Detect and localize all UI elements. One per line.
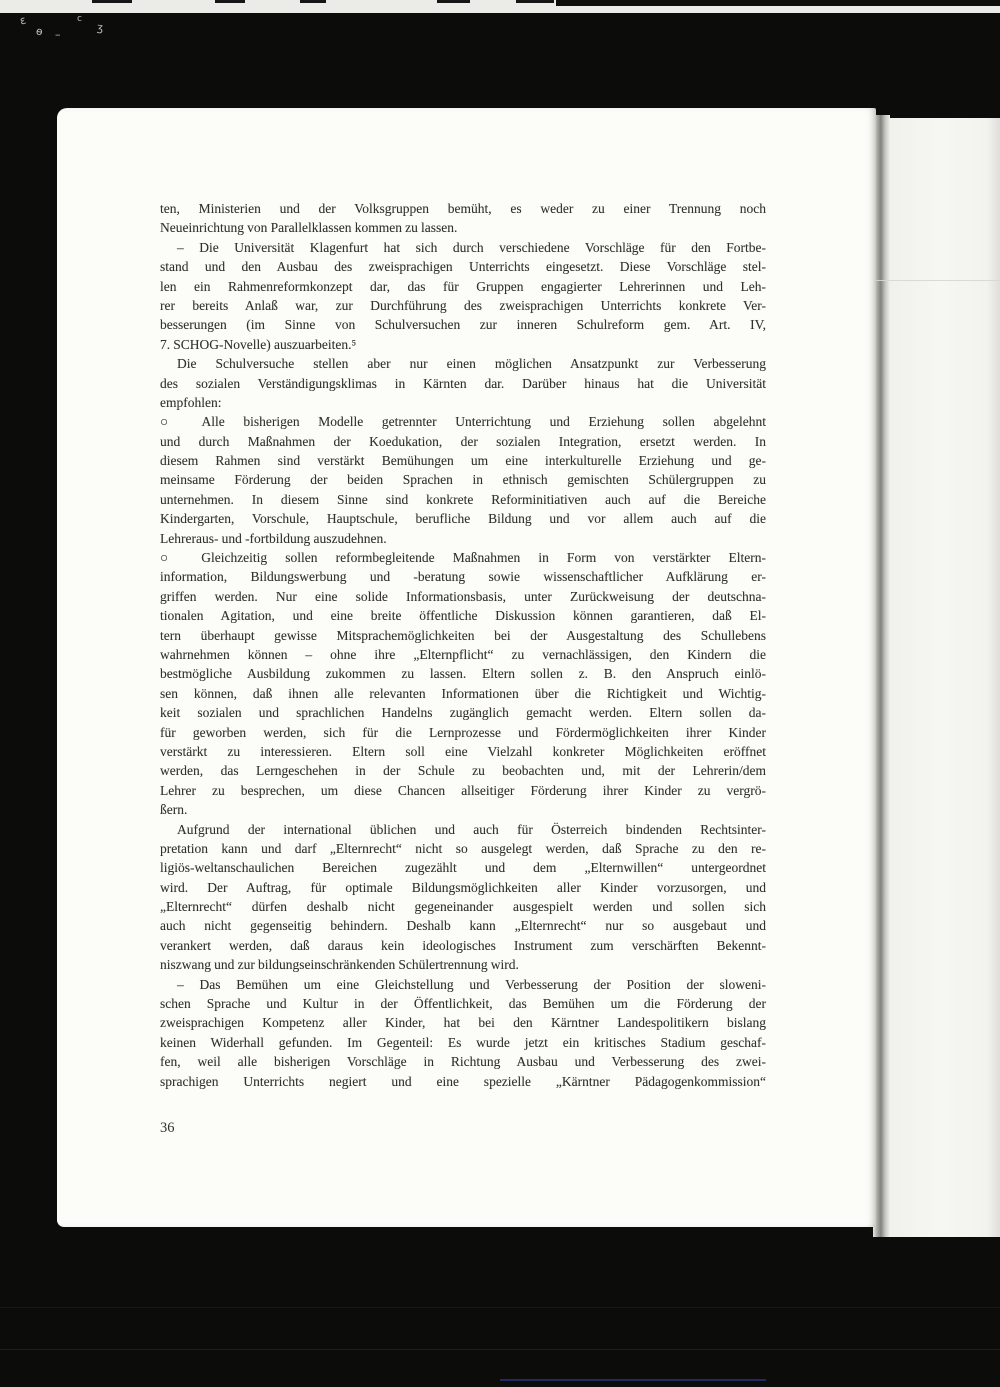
paragraph-body	[160, 820, 766, 975]
handwriting-mark: c	[77, 14, 82, 24]
text-line: Aufgrund der international üblichen und auch für Österreich bindenden Rechtsinter-	[177, 821, 766, 837]
text-line: Lehreraus- und -fortbildung auszudehnen.	[160, 530, 387, 546]
scanner-artifact-line	[0, 1307, 1000, 1308]
text-line: sprachigen Unterrichts negiert und eine spezielle „Kärntner Pädagogenkommission“	[160, 1073, 766, 1089]
text-line: niszwang und zur bildungseinschränkenden Schülertrennung wird.	[160, 957, 519, 973]
book-page	[57, 108, 876, 1227]
text-line: rer bereits Anlaß war, zur Durchführung des zweisprachigen Unterrichts konkrete Ver-	[160, 297, 766, 313]
text-line: wird. Der Auftrag, für optimale Bildungsmöglichkeiten aller Kinder vorzusorgen, und	[160, 879, 766, 895]
text-line: griffen werden. Nur eine solide Informationsbasis, unter Zurückweisung der deutschna-	[160, 588, 766, 604]
text-line: ○ Gleichzeitig sollen reformbegleitende Maßnahmen in Form von verstärkter Eltern-	[160, 550, 766, 566]
text-line: ten, Ministerien und der Volksgruppen bemüht, es weder zu einer Trennung noch	[160, 201, 766, 216]
adjacent-page-edge	[890, 118, 1000, 1237]
film-edge-tick	[300, 0, 326, 3]
text-line: len ein Rahmenreformkonzept dar, das für Gruppen engagierter Lehrerinnen und Leh-	[160, 278, 766, 294]
film-edge-tick	[437, 0, 470, 3]
text-line: meinsame Förderung der beiden Sprachen in ethnisch gemischten Schülergruppen zu	[160, 472, 766, 488]
text-line: verstärkt zu interessieren. Eltern soll eine Vielzahl konkreter Möglichkeiten eröffnet	[160, 743, 766, 759]
text-line: fen, weil alle bisherigen Vorschläge in Richtung Ausbau und Verbesserung des zwei-	[160, 1054, 766, 1070]
text-line: werden, das Lerngeschehen in der Schule zu beobachten und, mit der Lehrerin/dem	[160, 763, 766, 779]
text-line: Lehrer zu besprechen, um diese Chancen allseitiger Förderung ihrer Kinder zu vergrö-	[160, 782, 766, 798]
text-line: unternehmen. In diesem Sinne sind konkrete Reforminitiativen auch auf die Bereiche	[160, 491, 766, 507]
text-line: empfohlen:	[160, 394, 222, 410]
text-line: für geworben werden, sich für die Lernprozesse und Fördermöglichkeiten ihrer Kinder	[160, 724, 766, 740]
film-top-bar	[556, 0, 1000, 6]
text-line: verankert werden, daß daraus kein ideologisches Instrument zum verschärften Bekennt-	[160, 937, 766, 953]
text-line: 7. SCHOG-Novelle) auszuarbeiten.⁵	[160, 336, 357, 352]
text-line: tern überhaupt gewisse Mitsprachemöglichkeiten bei der Ausgestaltung des Schullebens	[160, 627, 766, 643]
text-line: des sozialen Verständigungsklimas in Kärnten dar. Darüber hinaus hat die Universität	[160, 375, 766, 391]
text-line: tionalen Agitation, und eine breite öffentliche Diskussion können garantieren, daß El-	[160, 608, 766, 624]
text-line: – Das Bemühen um eine Gleichstellung und Verbesserung der Position der sloweni-	[177, 976, 766, 992]
paragraph-continuation	[160, 199, 766, 238]
text-line: ○ Alle bisherigen Modelle getrennter Unterrichtung und Erziehung sollen abgelehnt	[160, 414, 766, 430]
text-line: schen Sprache und Kultur in der Öffentlichkeit, das Bemühen um die Förderung der	[160, 996, 766, 1012]
handwriting-mark: ʒ	[96, 20, 105, 35]
page-text-block	[160, 199, 766, 1091]
handwriting-marks	[0, 0, 200, 60]
text-line: stand und den Ausbau des zweisprachigen Unterrichts eingesetzt. Diese Vorschläge stel-	[160, 259, 766, 275]
text-line: zweisprachigen Kompetenz aller Kinder, hat bei den Kärntner Landespolitikern bislang	[160, 1015, 766, 1031]
text-line: Neueinrichtung von Parallelklassen kommen zu lassen.	[160, 220, 458, 236]
text-line: keinen Widerhall gefunden. Im Gegenteil: Es wurde jetzt ein kritisches Stadium geschaf-	[160, 1034, 766, 1050]
paragraph-dash-item	[160, 238, 766, 354]
text-line: diesem Rahmen sind verstärkt Bemühungen um eine interkulturelle Erziehung und ge-	[160, 453, 766, 469]
scanner-artifact-line	[0, 1349, 1000, 1350]
paragraph-bullet	[160, 412, 766, 548]
text-line: pretation kann und darf „Elternrecht“ nicht so ausgelegt werden, daß Sprache zu den re-	[160, 840, 766, 856]
text-line: bestmögliche Ausbildung zukommen zu lassen. Eltern sollen z. B. den Anspruch einlö-	[160, 666, 766, 682]
text-line: sen können, daß ihnen alle relevanten Informationen über die Richtigkeit und Wichtig-	[160, 685, 766, 701]
paragraph-body	[160, 354, 766, 412]
film-edge-tick	[215, 0, 245, 3]
paragraph-bullet	[160, 548, 766, 819]
scan-crease-line	[873, 280, 1000, 281]
text-line: und durch Maßnahmen der Koedukation, der sozialen Integration, ersetzt werden. In	[160, 433, 766, 449]
text-line: information, Bildungswerbung und -beratung sowie wissenschaftlicher Aufklärung er-	[160, 569, 766, 585]
text-line: Kindergarten, Vorschule, Hauptschule, berufliche Bildung und vor allem auch auf die	[160, 511, 766, 527]
text-line: auch nicht gegenseitig behindern. Deshalb kann „Elternrecht“ nur so ausgebaut und	[160, 918, 766, 934]
text-line: besserungen (im Sinne von Schulversuchen zur inneren Schulreform gem. Art. IV,	[160, 317, 766, 333]
paragraph-dash-item	[160, 975, 766, 1091]
text-line: Die Schulversuche stellen aber nur einen möglichen Ansatzpunkt zur Verbesserung	[177, 356, 766, 372]
scanner-blue-line	[500, 1379, 766, 1381]
text-line: keit sozialen und sprachlichen Handelns zugänglich gemacht werden. Eltern sollen da-	[160, 705, 766, 721]
handwriting-mark: ε	[18, 13, 28, 28]
page-number: 36	[160, 1120, 175, 1136]
text-line: – Die Universität Klagenfurt hat sich durch verschiedene Vorschläge für den Fortbe-	[177, 239, 766, 255]
text-line: „Elternrecht“ dürfen deshalb nicht gegeneinander ausgespielt werden und sollen sich	[160, 899, 766, 915]
text-line: ßern.	[160, 802, 188, 818]
text-line: wahrnehmen können – ohne ihre „Elternpflicht“ zu vernachlässigen, den Kindern die	[160, 646, 766, 662]
handwriting-mark: ɵ	[35, 24, 44, 39]
film-edge-tick	[516, 0, 554, 3]
text-line: ligiös-weltanschaulichen Bereichen zugezählt und dem „Elternwillen“ untergeordnet	[160, 860, 766, 876]
handwriting-mark: –	[55, 28, 61, 41]
